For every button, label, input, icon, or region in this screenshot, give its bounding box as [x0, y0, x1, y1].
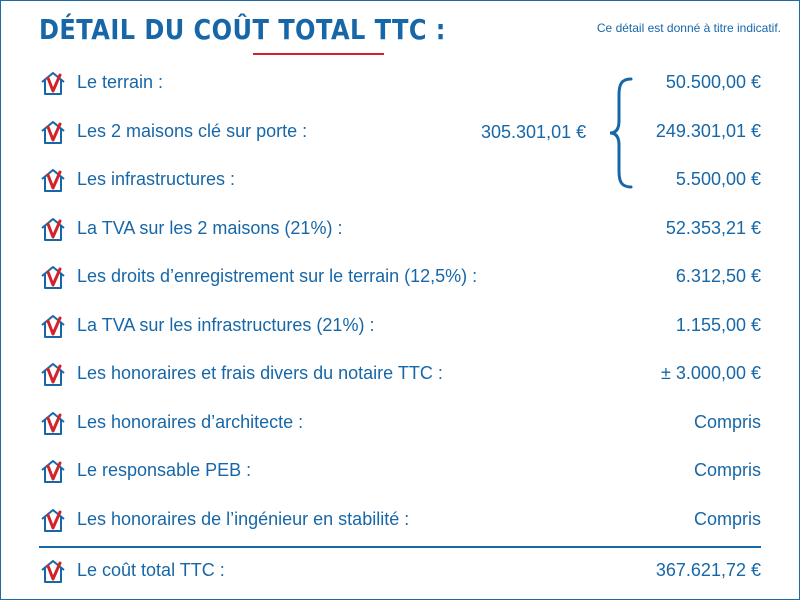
total-value: 367.621,72 €	[655, 560, 761, 580]
house-check-icon	[39, 313, 67, 339]
cost-row	[39, 214, 761, 244]
total-label: Le coût total TTC :	[77, 560, 225, 580]
cost-row	[39, 505, 761, 535]
cost-label: Les 2 maisons clé sur porte :	[77, 121, 308, 141]
cost-value: Compris	[693, 460, 761, 480]
house-check-icon	[39, 216, 67, 242]
cost-label: Les droits d’enregistrement sur le terrain (12,5%) :	[77, 266, 478, 286]
total-separator	[39, 546, 761, 548]
cost-value: 6.312,50 €	[675, 266, 761, 286]
house-check-icon	[39, 361, 67, 387]
subtotal-value: 305.301,01 €	[481, 122, 587, 142]
cost-row	[39, 262, 761, 292]
page-title: DÉTAIL DU COÛT TOTAL TTC :	[39, 13, 446, 46]
house-check-icon	[39, 507, 67, 533]
cost-row	[39, 311, 761, 341]
house-check-icon	[39, 410, 67, 436]
cost-label: Les honoraires et frais divers du notaire TTC :	[77, 363, 443, 383]
cost-label: Les infrastructures :	[77, 169, 236, 189]
cost-label: Les honoraires de l’ingénieur en stabilité :	[77, 509, 410, 529]
cost-value: ± 3.000,00 €	[661, 363, 761, 383]
house-check-icon	[39, 167, 67, 193]
cost-value: 5.500,00 €	[675, 169, 761, 189]
house-check-icon	[39, 264, 67, 290]
cost-value: Compris	[693, 412, 761, 432]
cost-label: La TVA sur les 2 maisons (21%) :	[77, 218, 343, 238]
cost-value: 1.155,00 €	[675, 315, 761, 335]
cost-value: 50.500,00 €	[665, 72, 761, 92]
cost-label: Les honoraires d’architecte :	[77, 412, 304, 432]
cost-row	[39, 117, 761, 147]
house-check-icon	[39, 558, 67, 584]
cost-label: Le responsable PEB :	[77, 460, 252, 480]
cost-row	[39, 456, 761, 486]
disclaimer-note: Ce détail est donné à titre indicatif.	[596, 21, 781, 35]
house-check-icon	[39, 458, 67, 484]
title-underline	[253, 53, 384, 55]
cost-value: 249.301,01 €	[655, 121, 761, 141]
cost-row	[39, 359, 761, 389]
cost-label: La TVA sur les infrastructures (21%) :	[77, 315, 375, 335]
cost-value: Compris	[693, 509, 761, 529]
house-check-icon	[39, 119, 67, 145]
cost-row	[39, 165, 761, 195]
cost-label: Le terrain :	[77, 72, 164, 92]
total-row	[39, 556, 761, 586]
cost-row	[39, 68, 761, 98]
house-check-icon	[39, 70, 67, 96]
cost-value: 52.353,21 €	[665, 218, 761, 238]
cost-row	[39, 408, 761, 438]
